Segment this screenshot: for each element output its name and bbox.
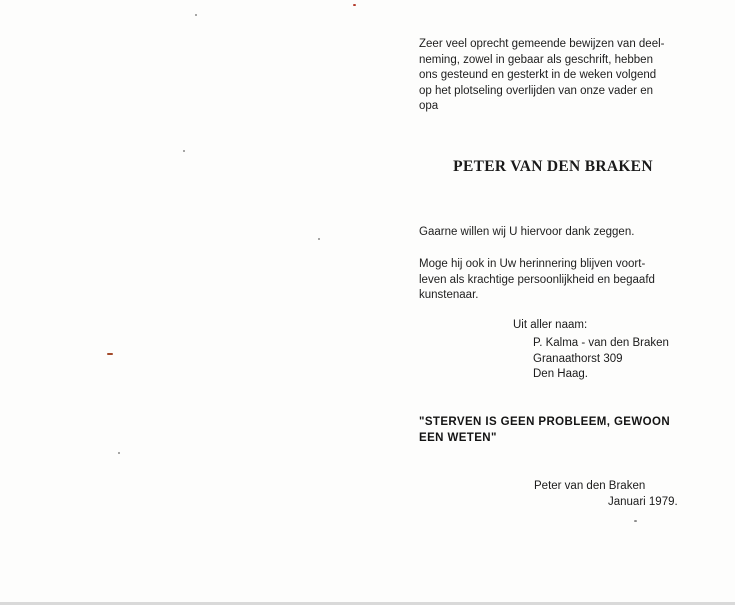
intro-line: op het plotseling overlijden van onze vader en xyxy=(419,84,653,97)
speck xyxy=(107,353,113,355)
intro-line: ons gesteund en gesterkt in de weken volgend xyxy=(419,69,657,81)
quote-author: Peter van den Braken xyxy=(534,480,646,492)
quote-line: "STERVEN IS GEEN PROBLEEM, GEWOON xyxy=(419,416,671,428)
thanks-text: Gaarne willen wij U hiervoor dank zeggen. xyxy=(419,226,635,238)
memory-line: kunstenaar. xyxy=(419,289,479,301)
quote-date: Januari 1979. xyxy=(608,496,678,508)
intro-line: Zeer veel oprecht gemeende bewijzen van deel- xyxy=(419,38,665,50)
intro-paragraph xyxy=(419,37,687,115)
memory-line: Moge hij ook in Uw herinnering blijven voort- xyxy=(419,258,646,270)
speck xyxy=(183,150,185,152)
signoff: Uit aller naam: xyxy=(513,319,588,331)
speck xyxy=(353,4,356,6)
intro-line: neming, zowel in gebaar als geschrift, hebben xyxy=(419,53,653,66)
speck xyxy=(634,520,637,522)
sender-street: Granaathorst 309 xyxy=(533,352,623,365)
speck xyxy=(318,238,320,240)
sender-name: P. Kalma - van den Braken xyxy=(533,337,669,349)
memory-line: leven als krachtige persoonlijkheid en begaafd xyxy=(419,273,655,286)
quote xyxy=(419,414,689,446)
deceased-name: PETER VAN DEN BRAKEN xyxy=(453,158,653,175)
speck xyxy=(195,14,197,16)
sender-city: Den Haag. xyxy=(533,368,588,380)
speck xyxy=(118,452,120,454)
intro-line: opa xyxy=(419,100,439,112)
quote-line: EEN WETEN" xyxy=(419,432,497,444)
memory-paragraph xyxy=(419,257,687,304)
sender-address xyxy=(533,336,669,383)
